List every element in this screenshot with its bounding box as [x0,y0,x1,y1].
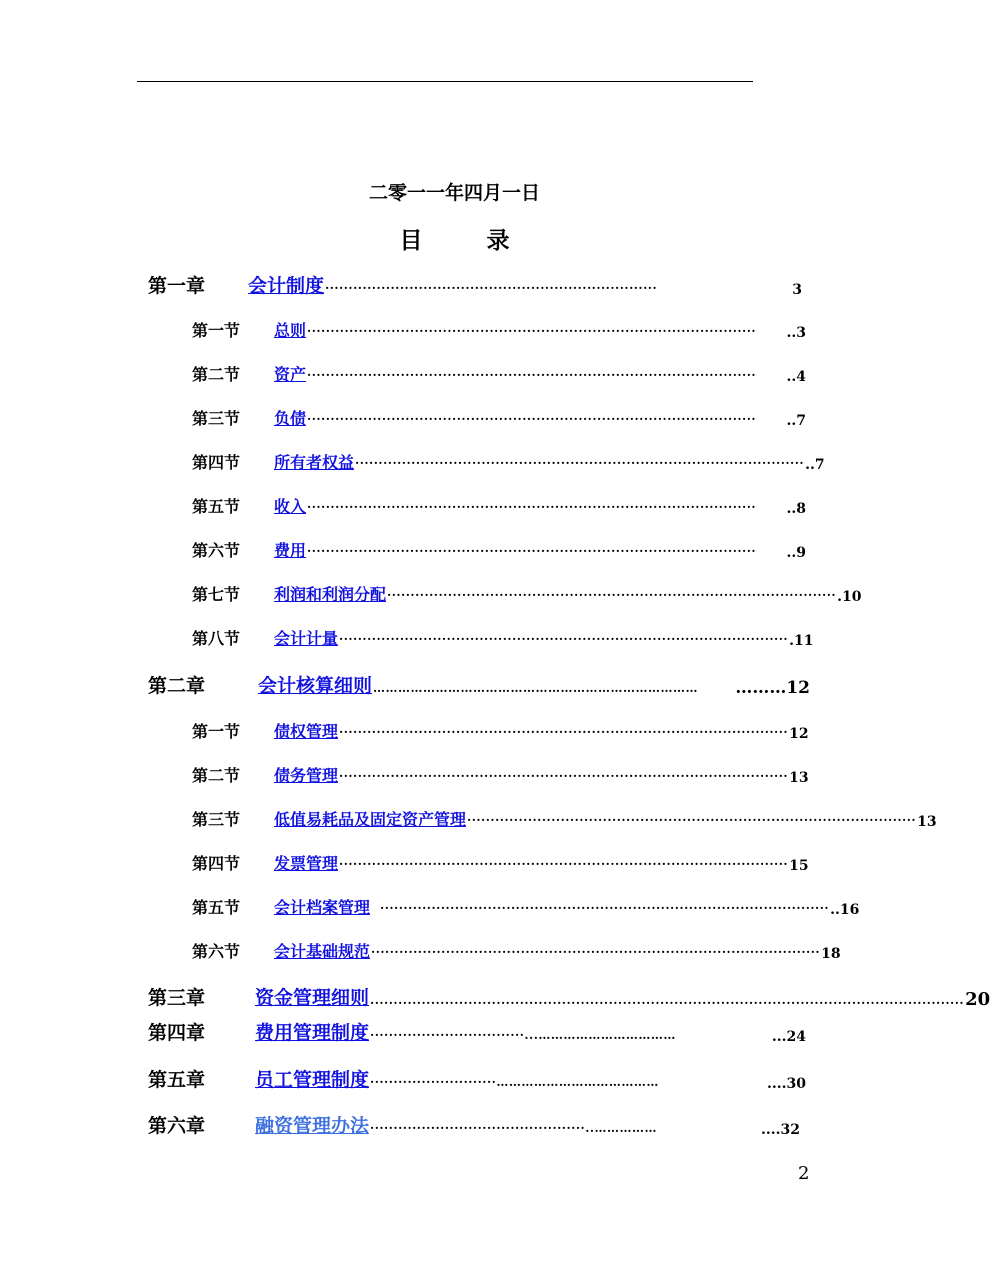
section-label: 第四节 [192,854,241,873]
toc-section[interactable] [192,852,809,874]
chapter-title-link[interactable]: 员工管理制度 [255,1069,370,1091]
chapter-title-link[interactable]: 资金管理细则 [255,987,370,1009]
toc-chapter-2[interactable] [148,672,810,698]
leader-dots: ································································································ [307,500,757,514]
page-number: 2 [798,1163,810,1184]
section-label: 第三节 [192,810,241,829]
toc-section[interactable] [192,940,841,962]
section-label: 第四节 [192,453,241,472]
page-ref: ..7 [786,413,806,429]
leader-dots: ································································································ [380,901,830,915]
document-date: 二零一一年四月一日 [368,182,540,204]
page-ref: ...24 [771,1029,806,1045]
toc-section[interactable] [192,583,862,605]
page-ref: 3 [792,282,802,298]
toc-chapter-6[interactable] [148,1112,800,1138]
section-title-link[interactable]: 发票管理 [274,854,339,873]
toc-section[interactable] [192,451,825,473]
toc-section[interactable] [192,896,860,918]
chapter-title-link[interactable]: 费用管理制度 [255,1022,370,1044]
leader-dots: ································································································ [339,769,789,783]
chapter-title-link[interactable]: 融资管理办法 [255,1115,370,1137]
toc-section[interactable] [192,764,809,786]
header-rule [137,81,753,82]
chapter-label: 第二章 [148,675,206,697]
section-label: 第六节 [192,942,241,961]
page-ref: ..16 [830,902,860,918]
page-ref: ..3 [786,325,806,341]
section-title-link[interactable]: 所有者权益 [274,453,355,472]
leader-dots: ································································································ [387,588,837,602]
section-title-link[interactable]: 会计计量 [274,629,339,648]
section-label: 第五节 [192,497,241,516]
section-title-link[interactable]: 收入 [274,497,307,516]
page-ref: 13 [789,770,809,786]
page-ref: .10 [837,589,862,605]
section-label: 第八节 [192,629,241,648]
toc-section[interactable] [192,808,937,830]
section-title-link[interactable]: 利润和利润分配 [274,585,387,604]
leader-dots: ································································································ [339,725,789,739]
leader-dots: ···························………………………………… [370,1075,659,1089]
page-ref: ..4 [786,369,806,385]
page-ref: 18 [821,946,841,962]
leader-dots: ································································································ [339,857,789,871]
leader-dots: ································································································ [467,813,917,827]
section-label: 第一节 [192,321,241,340]
leader-dots: ............................................................................................................................... [370,993,965,1007]
section-title-link[interactable]: 总则 [274,321,307,340]
chapter-label: 第四章 [148,1022,206,1044]
toc-section[interactable] [192,495,806,517]
chapter-label: 第一章 [148,275,206,297]
leader-dots: ································································································ [307,368,757,382]
leader-dots: …………………………………………………………………… [373,681,699,695]
leader-dots: ································································································ [307,544,757,558]
chapter-label: 第六章 [148,1115,206,1137]
section-title-link[interactable]: 费用 [274,541,307,560]
section-label: 第一节 [192,722,241,741]
chapter-title-link[interactable]: 会计核算细则 [258,675,373,697]
page-ref: ....32 [761,1122,800,1138]
chapter-label: 第三章 [148,987,206,1009]
section-title-link[interactable]: 会计基础规范 [274,942,371,961]
toc-chapter-4[interactable] [148,1019,806,1045]
section-label: 第五节 [192,898,241,917]
leader-dots: ································································································ [339,632,789,646]
page-ref: ..7 [805,457,825,473]
leader-dots: ·································...…………………………… [370,1028,676,1042]
page-ref: 13 [917,814,937,830]
leader-dots: ··············································..…………… [370,1121,658,1135]
section-label: 第二节 [192,766,241,785]
chapter-label: 第五章 [148,1069,206,1091]
section-title-link[interactable]: 资产 [274,365,307,384]
toc-title: 目 录 [399,227,538,254]
leader-dots: ································································································ [307,412,757,426]
leader-dots: ······································································· [325,281,658,295]
toc-chapter-1[interactable] [148,272,802,298]
leader-dots: ································································································ [371,945,821,959]
page-ref: ..8 [786,501,806,517]
section-label: 第六节 [192,541,241,560]
toc-section[interactable] [192,319,806,341]
section-title-link[interactable]: 低值易耗品及固定资产管理 [274,810,467,829]
section-label: 第二节 [192,365,241,384]
chapter-title-link[interactable]: 会计制度 [248,275,325,297]
section-label: 第七节 [192,585,241,604]
toc-section[interactable] [192,539,806,561]
toc-chapter-5[interactable] [148,1066,806,1092]
section-title-link[interactable]: 债权管理 [274,722,339,741]
section-label: 第三节 [192,409,241,428]
page-ref: ....30 [767,1076,806,1092]
page-ref: ..9 [786,545,806,561]
page-ref: 15 [789,858,809,874]
page-ref: ………12 [735,678,810,698]
toc-section[interactable] [192,363,806,385]
page-ref: .11 [789,633,814,649]
toc-chapter-3[interactable] [148,984,990,1010]
section-title-link[interactable]: 债务管理 [274,766,339,785]
toc-section[interactable] [192,627,814,649]
toc-section[interactable] [192,407,806,429]
section-title-link[interactable]: 会计档案管理 [274,898,371,917]
leader-dots: ································································································ [307,324,757,338]
leader-dots: ································································································ [355,456,805,470]
page-ref: 20 [965,989,990,1010]
section-title-link[interactable]: 负债 [274,409,307,428]
toc-section[interactable] [192,720,809,742]
page-ref: 12 [789,726,809,742]
